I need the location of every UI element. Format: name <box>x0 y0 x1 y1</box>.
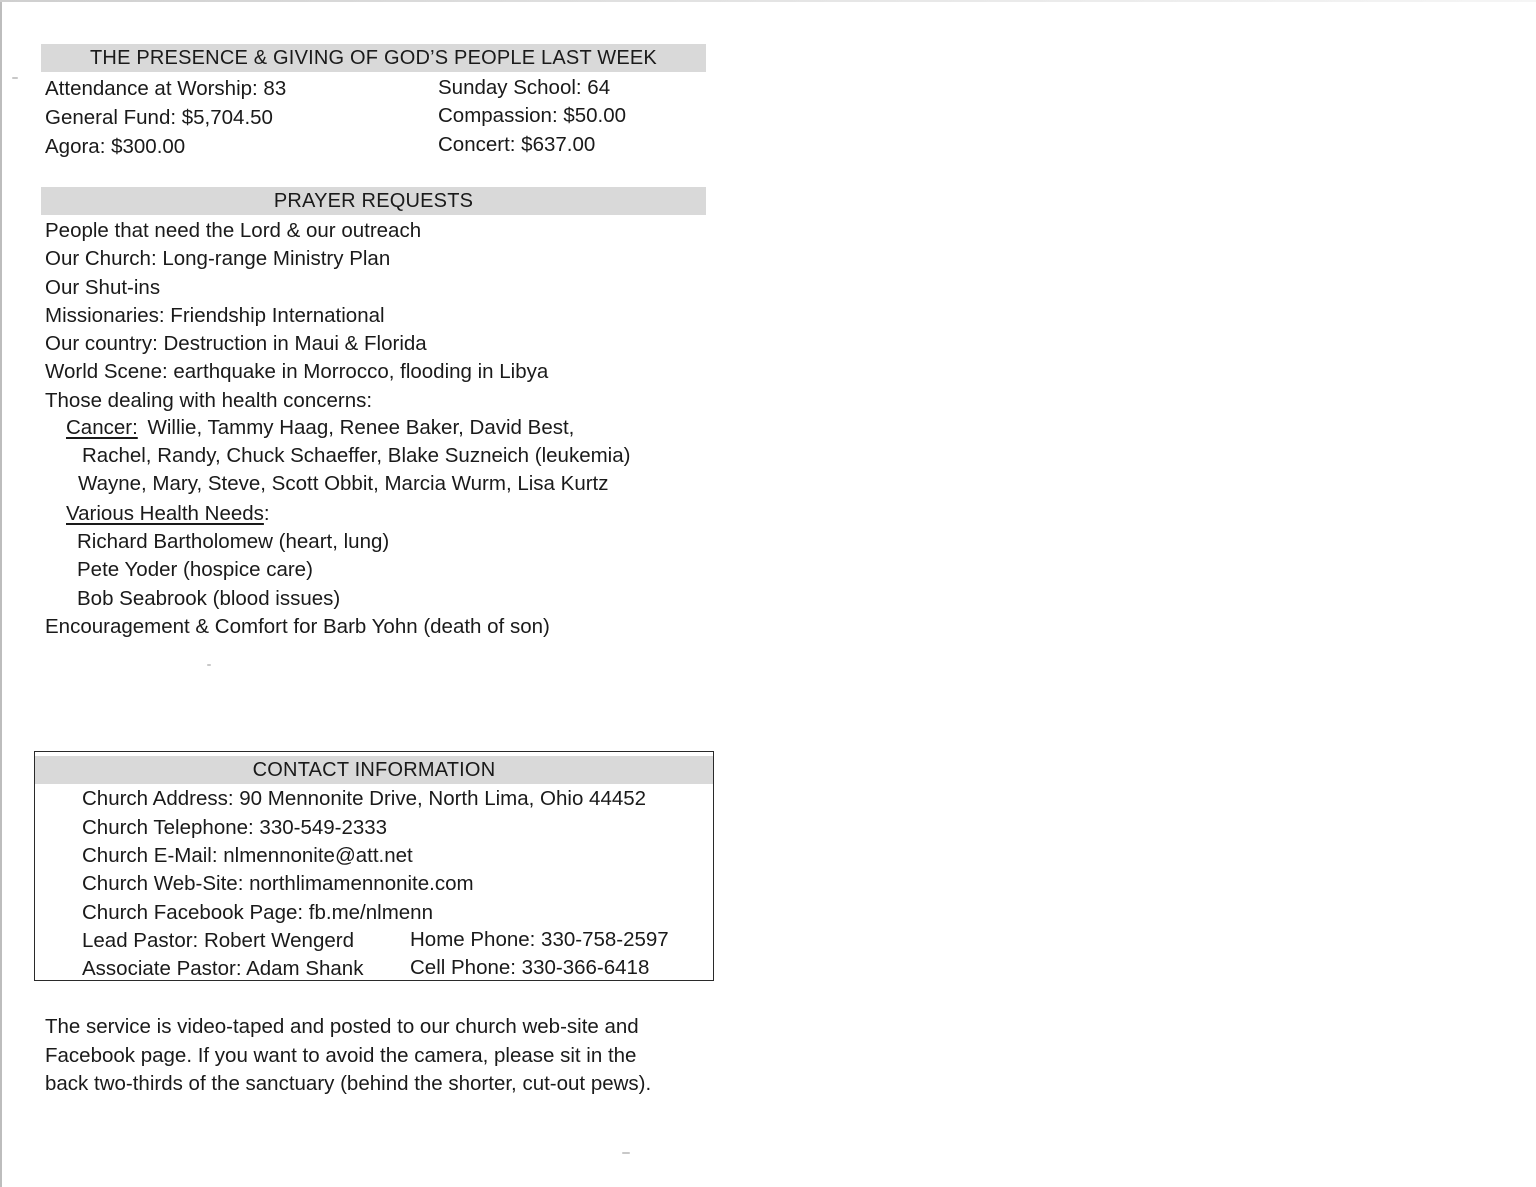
prayer-item: People that need the Lord & our outreach <box>45 219 422 242</box>
page-edge-top <box>0 0 1536 2</box>
church-email: Church E-Mail: nlmennonite@att.net <box>82 844 413 867</box>
video-notice-line: back two-thirds of the sanctuary (behind the shorter, cut-out pews). <box>45 1072 652 1095</box>
sunday-school-text: Sunday School: 64 <box>438 76 611 99</box>
attendance-text: Attendance at Worship: 83 <box>45 77 287 100</box>
cancer-label: Cancer: <box>66 416 138 439</box>
cancer-names-line: Wayne, Mary, Steve, Scott Obbit, Marcia Wurm, Lisa Kurtz <box>78 472 609 495</box>
compassion-text: Compassion: $50.00 <box>438 104 627 127</box>
health-item: Richard Bartholomew (heart, lung) <box>77 530 390 553</box>
prayer-item: Missionaries: Friendship International <box>45 304 385 327</box>
cancer-line <box>66 415 574 441</box>
health-item: Pete Yoder (hospice care) <box>77 558 313 581</box>
concert-text: Concert: $637.00 <box>438 133 596 156</box>
cancer-names-line: Rachel, Randy, Chuck Schaeffer, Blake Suzneich (leukemia) <box>82 444 631 467</box>
agora-text: Agora: $300.00 <box>45 135 186 158</box>
giving-header: THE PRESENCE & GIVING OF GOD’S PEOPLE LAST WEEK <box>41 44 706 72</box>
contact-header: CONTACT INFORMATION <box>35 756 713 784</box>
scan-speck <box>207 664 211 666</box>
health-needs-line <box>66 501 270 527</box>
prayer-item: Our Church: Long-range Ministry Plan <box>45 247 391 270</box>
prayer-header: PRAYER REQUESTS <box>41 187 706 215</box>
scan-speck <box>622 1152 630 1154</box>
cell-phone: Cell Phone: 330-366-6418 <box>410 956 650 979</box>
associate-pastor: Associate Pastor: Adam Shank <box>82 957 364 980</box>
church-website: Church Web-Site: northlimamennonite.com <box>82 872 474 895</box>
home-phone: Home Phone: 330-758-2597 <box>410 928 669 951</box>
page-edge-left <box>0 0 2 1187</box>
church-telephone: Church Telephone: 330-549-2333 <box>82 816 388 839</box>
health-item: Bob Seabrook (blood issues) <box>77 587 341 610</box>
church-facebook: Church Facebook Page: fb.me/nlmenn <box>82 901 433 924</box>
health-needs-colon: : <box>263 502 270 525</box>
encouragement-text: Encouragement & Comfort for Barb Yohn (death of son) <box>45 615 550 638</box>
video-notice-line: Facebook page. If you want to avoid the camera, please sit in the <box>45 1043 637 1067</box>
church-address: Church Address: 90 Mennonite Drive, North Lima, Ohio 44452 <box>82 787 647 810</box>
video-notice-line: The service is video-taped and posted to our church web-site and <box>45 1015 639 1038</box>
lead-pastor: Lead Pastor: Robert Wengerd <box>82 929 354 952</box>
cancer-names: Willie, Tammy Haag, Renee Baker, David Best, <box>147 416 575 439</box>
prayer-item: Those dealing with health concerns: <box>45 389 373 412</box>
prayer-item: World Scene: earthquake in Morrocco, flooding in Libya <box>45 360 549 383</box>
prayer-item: Our country: Destruction in Maui & Florida <box>45 332 427 355</box>
health-needs-label: Various Health Needs <box>66 502 264 525</box>
general-fund-text: General Fund: $5,704.50 <box>45 106 273 129</box>
prayer-item: Our Shut-ins <box>45 276 161 299</box>
scan-speck <box>12 77 18 79</box>
video-notice <box>45 1013 725 1099</box>
